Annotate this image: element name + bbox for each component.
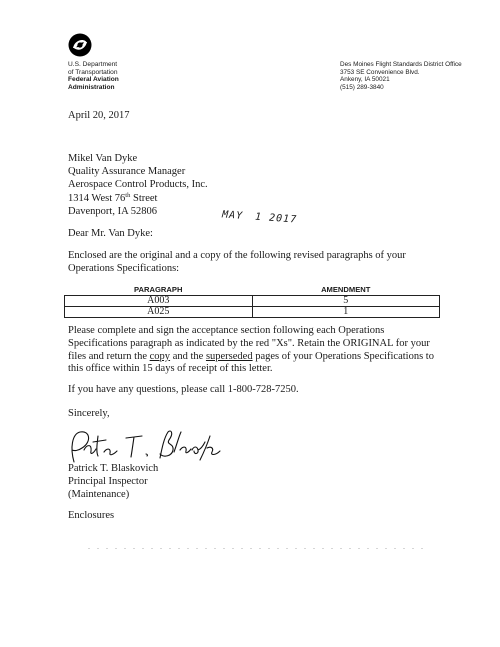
paragraph-contact: If you have any questions, please call 1-800-728-7250.: [68, 384, 299, 395]
instructions-part-3: pages of your Operations Specifications to this office within 15 days of receipt of this letter.: [68, 350, 434, 375]
office-city: Ankeny, IA 50021: [340, 76, 390, 83]
agency-department: U.S. Department: [68, 61, 118, 68]
table-row: [65, 296, 440, 307]
agency-department-2: of Transportation: [68, 68, 118, 76]
signature-block: [68, 462, 158, 502]
recipient-city: Davenport, IA 52806: [68, 205, 157, 217]
instructions-copy: copy: [149, 350, 171, 362]
recipient-title: Quality Assurance Manager: [68, 166, 186, 178]
agency-administration: Administration: [68, 83, 115, 91]
office-address-block: [340, 61, 462, 91]
street-name: Street: [130, 192, 158, 204]
instructions-superseded: superseded: [205, 350, 253, 362]
street-ordinal: th: [125, 191, 131, 199]
closing: Sincerely,: [68, 408, 110, 419]
agency-block: [68, 61, 119, 91]
table-cell-paragraph: A025: [65, 307, 253, 318]
table-cell-amendment: 5: [252, 296, 440, 307]
paragraph-intro: Enclosed are the original and a copy of the following revised paragraphs of your Operations Specifications:: [68, 250, 406, 274]
instructions-part-2: and the: [170, 350, 206, 362]
column-header-paragraph: PARAGRAPH: [134, 285, 183, 294]
table-row: [65, 307, 440, 318]
stamp-year: 2017: [268, 212, 298, 226]
office-phone: (515) 289-3840: [340, 83, 384, 91]
recipient-name: Mikel Van Dyke: [68, 153, 138, 164]
signer-division: (Maintenance): [68, 489, 130, 501]
office-name: Des Moines Flight Standards District Office: [340, 61, 462, 68]
dot-logo-icon: [68, 33, 92, 57]
instructions-part-1: Please complete and sign the acceptance section following each Operations Specifications paragraph as indicated by the red "Xs". Retain the ORIGINAL for your files and return the: [68, 325, 430, 362]
recipient-company: Aerospace Control Products, Inc.: [68, 179, 208, 191]
amendments-table: [64, 285, 440, 318]
table-cell-paragraph: A003: [65, 296, 253, 307]
stamp-day: 1: [254, 211, 263, 224]
received-date-stamp: [222, 209, 298, 225]
agency-faa: Federal Aviation: [68, 76, 119, 84]
street-number: 1314 West 76: [68, 192, 126, 204]
column-header-amendment: AMENDMENT: [321, 285, 371, 294]
recipient-street: [68, 192, 208, 205]
enclosures-note: Enclosures: [68, 510, 115, 521]
scan-artifact-line: [88, 548, 428, 549]
paragraph-instructions: [68, 325, 440, 376]
recipient-address: [68, 152, 208, 218]
signer-title: Principal Inspector: [68, 476, 148, 488]
letter-date: April 20, 2017: [68, 110, 130, 121]
office-street: 3753 SE Convenience Blvd.: [340, 68, 420, 76]
salutation: Dear Mr. Van Dyke:: [68, 228, 153, 239]
stamp-month: MAY: [221, 209, 244, 222]
table-cell-amendment: 1: [252, 307, 440, 318]
signer-name: Patrick T. Blaskovich: [68, 463, 159, 474]
